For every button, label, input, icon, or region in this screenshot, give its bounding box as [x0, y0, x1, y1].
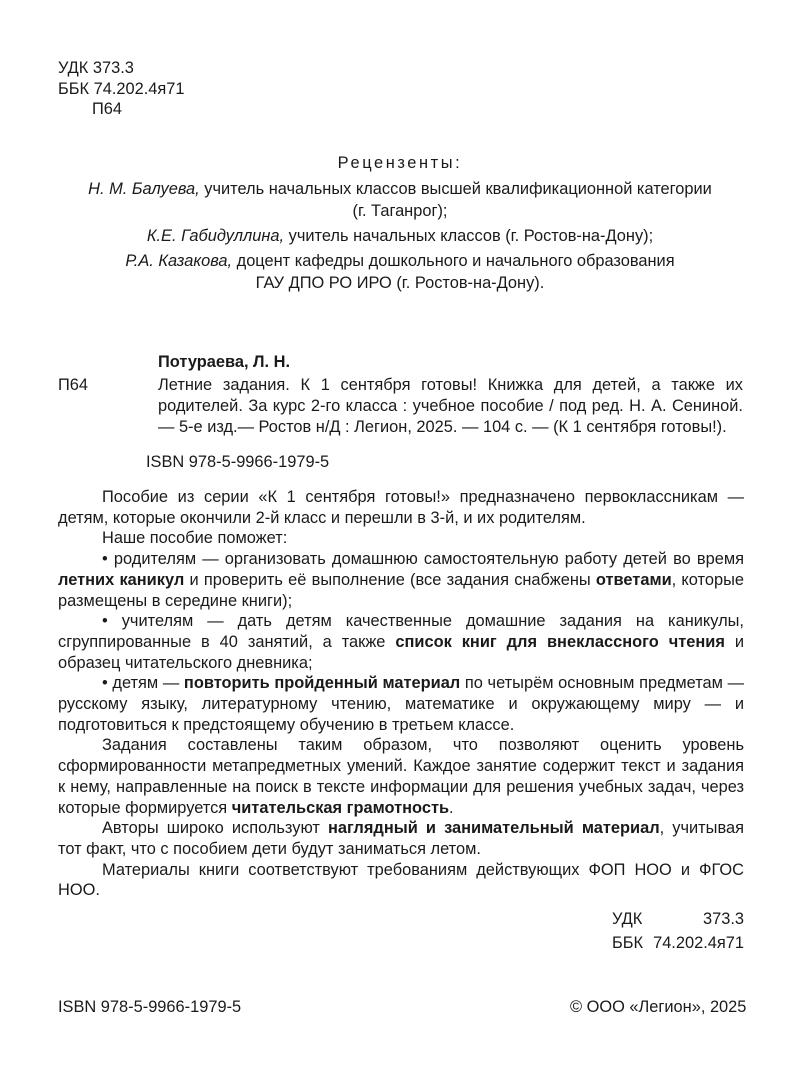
reviewer-2 — [0, 225, 800, 247]
reviewer-1-name: Н. М. Балуева, — [88, 180, 200, 198]
reviewer-3 — [0, 250, 800, 272]
bottom-udk-value: 373.3 — [702, 910, 744, 928]
bullet-children: • детям — повторить пройденный материал по четырём основным предметам — русскому языку, литературному чтению, математике и окружающему миру — и подготовиться к предстоящему обучению в третьем классе. — [58, 674, 744, 734]
bbk-code: ББК 74.202.4я71 — [58, 79, 185, 98]
author-mark: П64 — [92, 100, 123, 118]
reviewer-3-desc: доцент кафедры дошкольного и начального образования — [232, 252, 675, 270]
bottom-bbk-label: ББК — [612, 934, 644, 952]
classification-codes — [58, 58, 185, 120]
reviewer-2-name: К.Е. Габидуллина, — [146, 227, 285, 245]
reviewers-block — [0, 152, 800, 294]
annotation — [58, 487, 744, 901]
bottom-udk — [612, 909, 744, 929]
bullet-teachers: • учителям — дать детям качественные домашние задания на каникулы, сгруппированные в 40 занятий, а также список книг для внеклассного чтения и образец читательского дневника; — [58, 612, 744, 672]
bottom-udk-label: УДК — [612, 910, 643, 928]
bottom-bbk-value: 74.202.4я71 — [653, 934, 744, 952]
book-description: Летние задания. К 1 сентября готовы! Книжка для детей, а также их родителей. За курс 2-го класса : учебное пособие / под ред. Н. А. Сениной. — 5-е изд.— Ростов н/Д : Легион, 2025. — 104 с. — (К 1 сентября готовы!). — [158, 376, 743, 436]
annotation-paragraph: Пособие из серии «К 1 сентября готовы!» предназначено первоклассникам — детям, которые окончили 2-й класс и перешли в 3-й, и их родителям. — [58, 488, 744, 527]
reviewer-1-desc: учитель начальных классов высшей квалификационной категории — [199, 180, 712, 198]
footer-copyright: © ООО «Легион», 2025 — [570, 998, 747, 1016]
biblio-isbn: ISBN 978-5-9966-1979-5 — [146, 453, 330, 471]
bottom-bbk — [612, 933, 744, 953]
reviewer-3-name: Р.А. Казакова, — [125, 252, 233, 270]
reviewer-1-city: (г. Таганрог); — [352, 202, 448, 220]
biblio-author-mark: П64 — [58, 376, 89, 394]
footer-isbn: ISBN 978-5-9966-1979-5 — [58, 998, 242, 1016]
reviewers-heading: Рецензенты: — [337, 154, 463, 172]
annotation-paragraph: Наше пособие поможет: — [102, 529, 288, 548]
udk-code: УДК 373.3 — [58, 59, 134, 77]
bullet-parents: • родителям — организовать домашнюю самостоятельную работу детей во время летних каникул и проверить её выполнение (все задания снабжены ответами, которые размещены в середине книги); — [58, 550, 744, 610]
annotation-paragraph: Задания составлены таким образом, что позволяют оценить уровень сформированности метапредметных умений. Каждое занятие содержит текст и задания к нему, направленные на поиск в тексте информации для решения учебных задач, через которые формируется читательская грамотность. — [58, 736, 744, 817]
annotation-paragraph: Авторы широко используют наглядный и занимательный материал, учитывая тот факт, что с пособием дети будут заниматься летом. — [58, 819, 744, 858]
bibliographic-record — [158, 352, 743, 438]
reviewer-1 — [0, 178, 800, 200]
reviewer-3-org: ГАУ ДПО РО ИРО (г. Ростов-на-Дону). — [255, 274, 545, 292]
reviewer-2-desc: учитель начальных классов (г. Ростов-на-Дону); — [284, 227, 654, 245]
book-author: Потураева, Л. Н. — [158, 353, 291, 371]
annotation-paragraph: Материалы книги соответствуют требованиям действующих ФОП НОО и ФГОС НОО. — [58, 860, 744, 900]
